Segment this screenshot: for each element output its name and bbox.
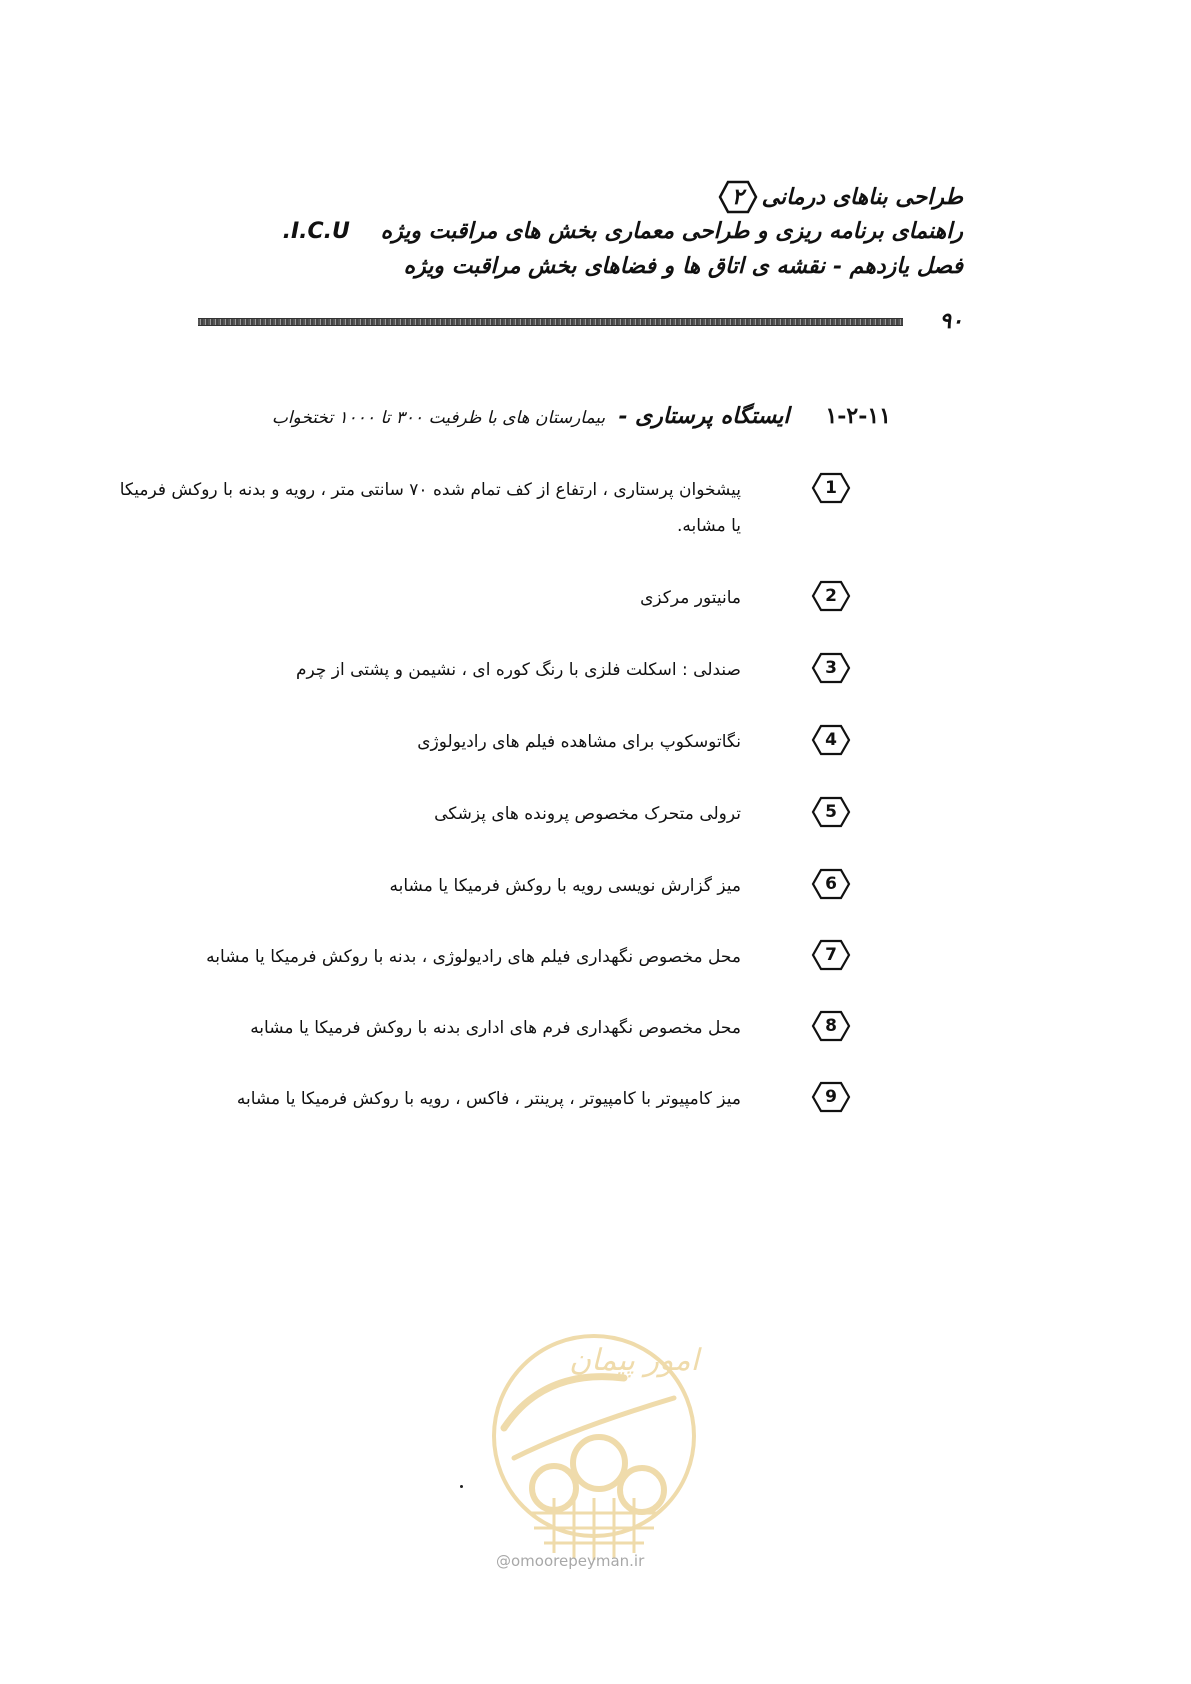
subtitle: راهنمای برنامه ریزی و طراحی معماری بخش های مراقبت ویژه [380,218,963,244]
number-hexagon-icon [811,796,851,828]
volume-hexagon-icon [718,180,758,214]
item-number: 7 [825,945,837,965]
section-title: ایستگاه پرستاری - [618,403,790,429]
page-number: ۹۰ [939,308,963,334]
chapter-line [203,249,963,283]
list-item [111,652,837,688]
item-text: پیشخوان پرستاری ، ارتفاع از کف تمام شده ۷۰ سانتی متر ، رویه و بدنه با روکش فرمیکا یا مشابه. [119,480,741,536]
list-item [111,1081,837,1117]
list-item [111,939,837,975]
item-number: 2 [825,586,837,606]
number-hexagon-icon [811,652,851,684]
number-hexagon-icon [811,939,851,971]
watermark-url: @omoorepeyman.ir [496,1552,645,1570]
item-text: نگاتوسکوپ برای مشاهده فیلم های رادیولوژی [417,732,741,752]
item-number: 1 [825,478,837,498]
number-hexagon-icon [811,580,851,612]
item-text: ترولی متحرک مخصوص پرونده های پزشکی [434,804,741,824]
number-hexagon-icon [811,1081,851,1113]
header-divider [198,318,903,326]
item-text: میز گزارش نویسی رویه با روکش فرمیکا یا مشابه [389,876,741,896]
number-hexagon-icon [811,724,851,756]
item-text: صندلی : اسکلت فلزی با رنگ کوره ای ، نشیمن و پشتی از چرم [295,660,741,680]
item-text: مانیتور مرکزی [640,588,741,608]
stray-dot [460,1485,463,1488]
section-subtitle: بیمارستان های با ظرفیت ۳۰۰ تا ۱۰۰۰ تختخواب [271,408,606,428]
item-number: 8 [825,1016,837,1036]
list-item [111,1010,837,1046]
book-volume: ۲ [731,184,744,210]
number-hexagon-icon [811,868,851,900]
subtitle-abbr: I.C.U. [282,219,350,244]
section-number: ۱-۲-۱۱ [825,403,891,429]
item-number: 3 [825,658,837,678]
list-item [111,472,837,544]
item-number: 4 [825,730,837,750]
page-header [203,180,963,283]
item-text: میز کامپیوتر با کامپیوتر ، پرینتر ، فاکس ، رویه با روکش فرمیکا یا مشابه [236,1089,741,1109]
item-text: محل مخصوص نگهداری فیلم های رادیولوژی ، بدنه با روکش فرمیکا یا مشابه [206,947,741,967]
section-heading [272,403,891,429]
number-hexagon-icon [811,1010,851,1042]
watermark-logo-text: امور پیمان [569,1343,699,1378]
chapter-title: فصل یازدهم - نقشه ی اتاق ها و فضاهای بخش مراقبت ویژه [403,253,963,279]
item-number: 9 [825,1087,837,1107]
watermark-logo-icon [484,1318,704,1578]
list-item [111,868,837,904]
list-item [111,580,837,616]
book-title-line [203,180,963,214]
list-item [111,724,837,760]
list-item [111,796,837,832]
subtitle-line [203,214,963,249]
item-text: محل مخصوص نگهداری فرم های اداری بدنه با روکش فرمیکا یا مشابه [250,1018,741,1038]
book-title: طراحی بناهای درمانی [761,184,963,210]
item-number: 6 [825,874,837,894]
item-number: 5 [825,802,837,822]
number-hexagon-icon [811,472,851,504]
